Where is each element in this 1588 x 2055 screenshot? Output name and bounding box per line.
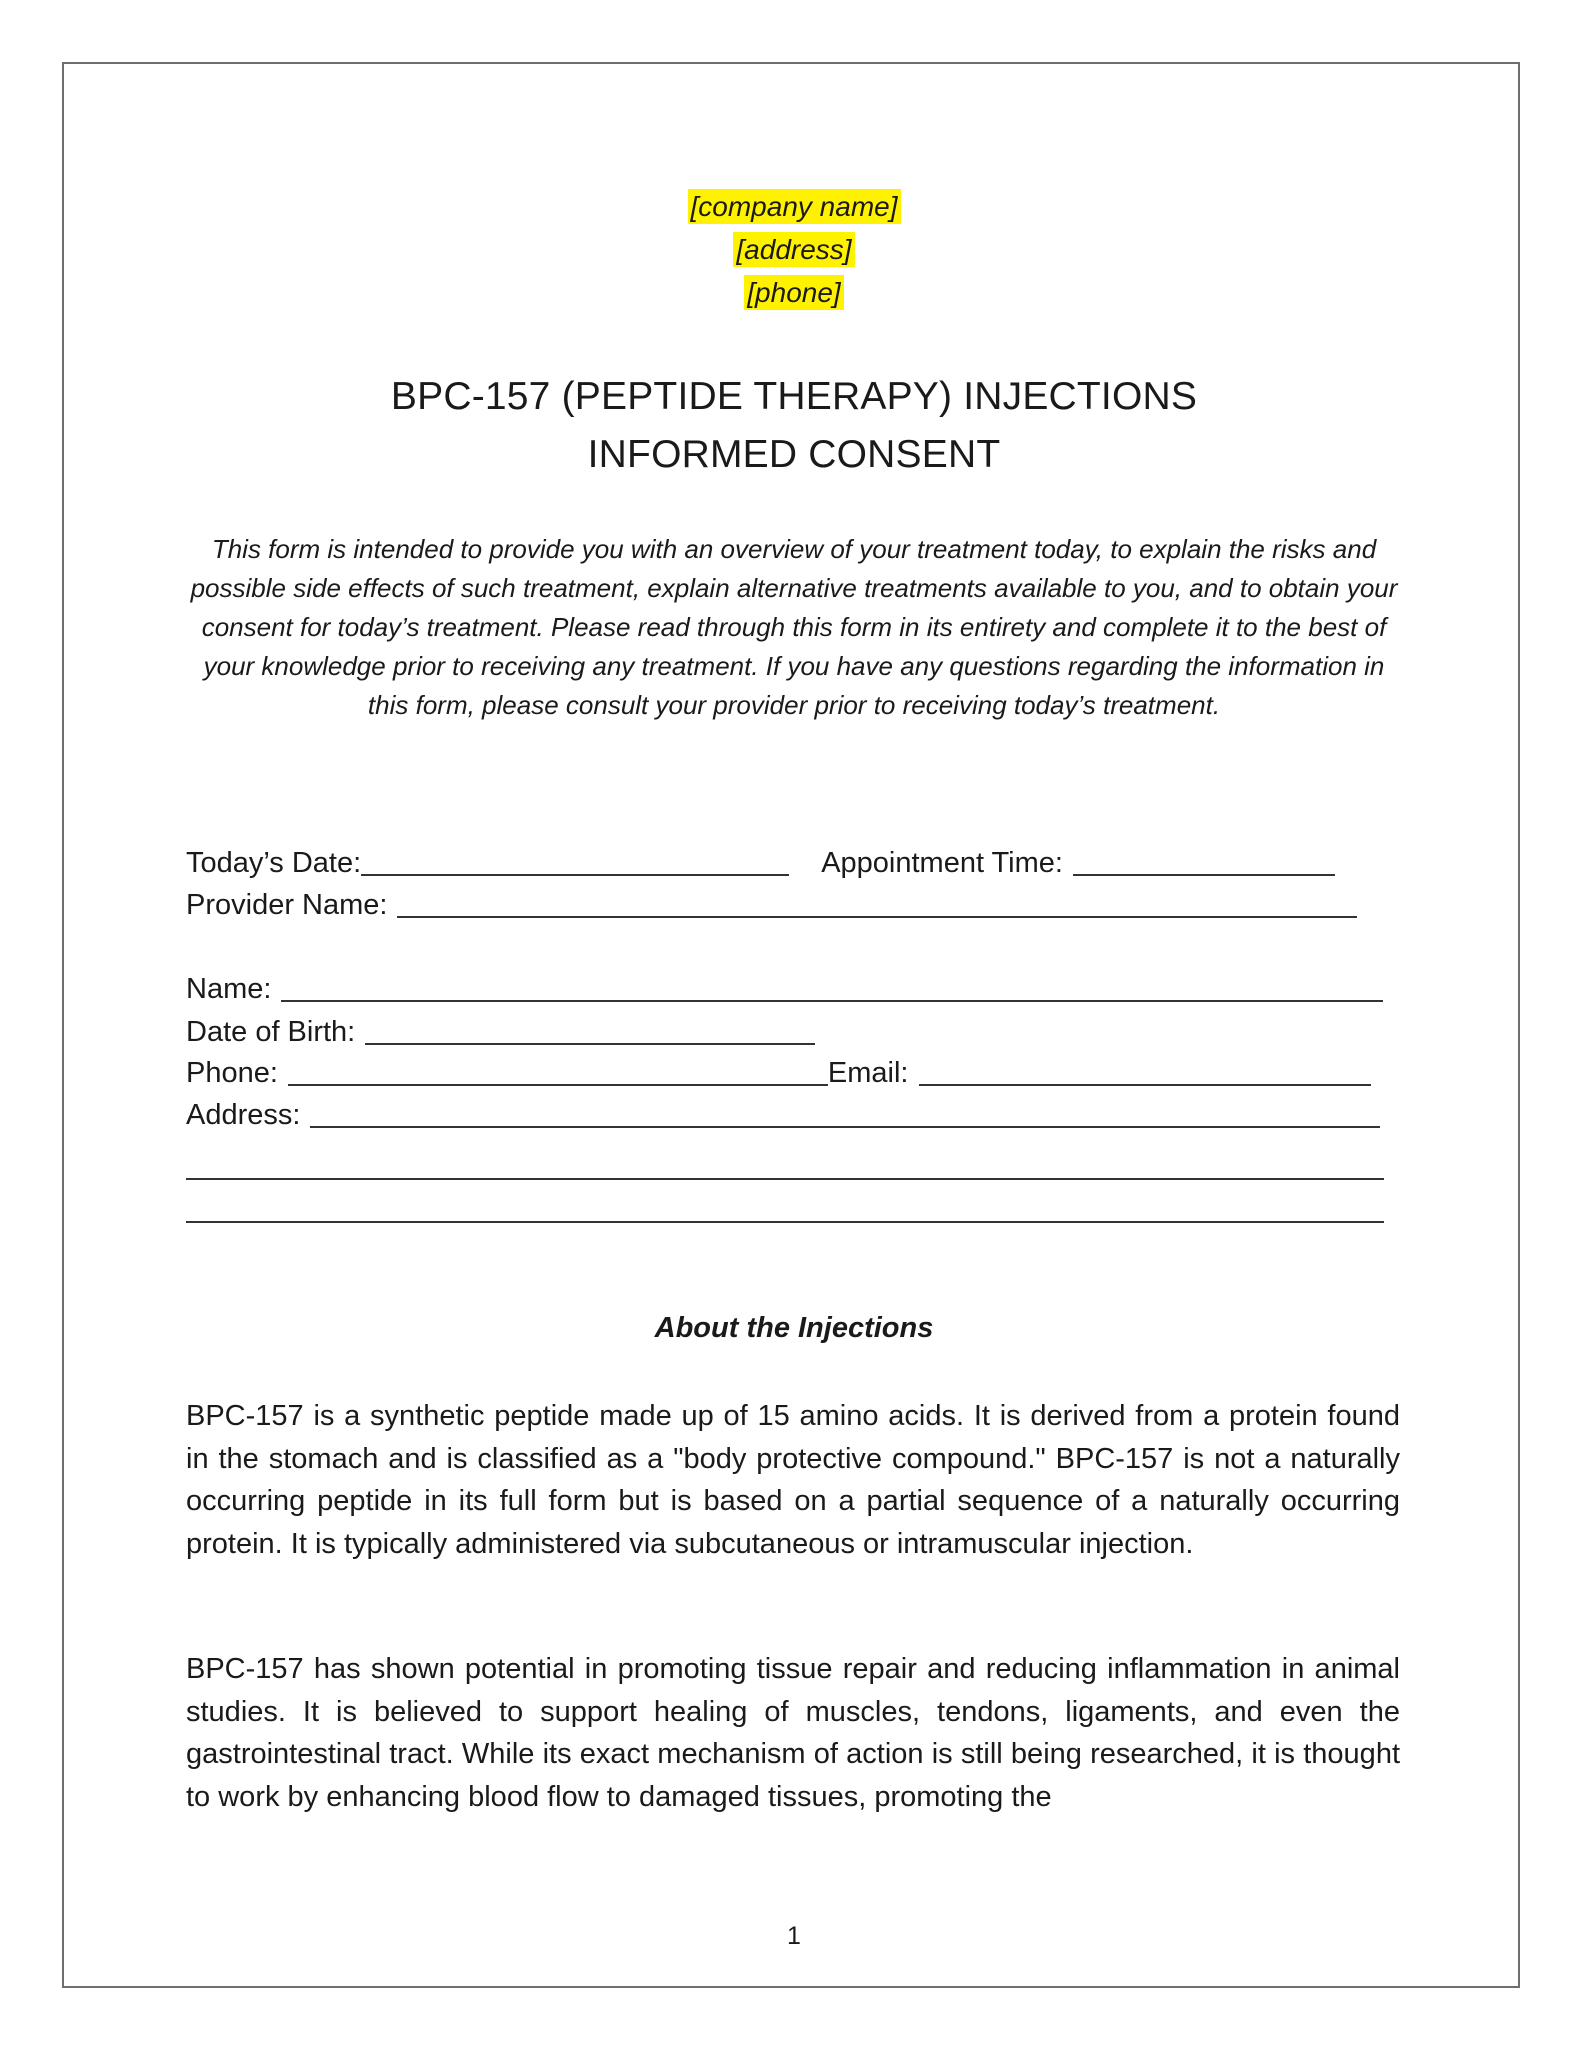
phone-email-row: [186, 1056, 1371, 1094]
body-paragraph-2: BPC-157 has shown potential in promoting tissue repair and reducing inflammation in animal studies. It is believed to support healing of muscles, tendons, ligaments, and even the gastrointestinal tract. While its exact mechanism of action is still being researched, it is thought to work by enhancing blood flow to damaged tissues, promoting the: [186, 1653, 1400, 1813]
date-time-row: [186, 846, 1335, 884]
page-number: 1: [787, 1922, 801, 1950]
body-paragraph-1: BPC-157 is a synthetic peptide made up of 15 amino acids. It is derived from a protein found in the stomach and is classified as a "body protective compound." BPC-157 is not a naturally occurring peptide in its full form but is based on a partial sequence of a naturally occurring protein. It is typically administered via subcutaneous or intramuscular injection.: [186, 1400, 1400, 1560]
provider-name-label: Provider Name:: [186, 889, 388, 921]
title-line-2: INFORMED CONSENT: [587, 433, 1001, 476]
section-heading: About the Injections: [654, 1312, 934, 1344]
company-info-block: [0, 185, 1588, 314]
address-row: [186, 1098, 1380, 1136]
provider-row: [186, 888, 1357, 926]
name-field[interactable]: [281, 1000, 1383, 1002]
email-label: Email:: [827, 1057, 909, 1089]
address-field-line-3[interactable]: [186, 1221, 1384, 1223]
phone-field[interactable]: [288, 1084, 828, 1086]
address-placeholder: [address]: [733, 232, 854, 267]
address-label: Address:: [186, 1099, 301, 1131]
company-name-placeholder: [company name]: [688, 189, 901, 224]
appointment-time-label: Appointment Time:: [821, 847, 1063, 879]
dob-label: Date of Birth:: [186, 1016, 356, 1048]
phone-placeholder: [phone]: [744, 275, 843, 310]
address-field-line-1[interactable]: [310, 1126, 1380, 1128]
address-field-line-2[interactable]: [186, 1178, 1384, 1180]
todays-date-label: Today’s Date:: [186, 847, 362, 879]
name-row: [186, 972, 1383, 1010]
document-title: [0, 368, 1588, 484]
phone-label: Phone:: [186, 1057, 278, 1089]
provider-name-field[interactable]: [397, 916, 1357, 918]
todays-date-field[interactable]: [361, 874, 789, 876]
email-field[interactable]: [919, 1084, 1371, 1086]
name-label: Name:: [186, 973, 272, 1005]
appointment-time-field[interactable]: [1073, 874, 1335, 876]
intro-paragraph: This form is intended to provide you with an overview of your treatment today, to explain the risks and possible side effects of such treatment, explain alternative treatments available to you, and to obtain your consent for today’s treatment. Please read through this form in its entirety and complete it to the best of your knowledge prior to receiving any treatment. If you have any questions regarding the information in this form, please consult your provider prior to receiving today’s treatment.: [190, 534, 1398, 720]
title-line-1: BPC-157 (PEPTIDE THERAPY) INJECTIONS: [390, 375, 1198, 418]
dob-row: [186, 1015, 815, 1053]
dob-field[interactable]: [365, 1043, 815, 1045]
